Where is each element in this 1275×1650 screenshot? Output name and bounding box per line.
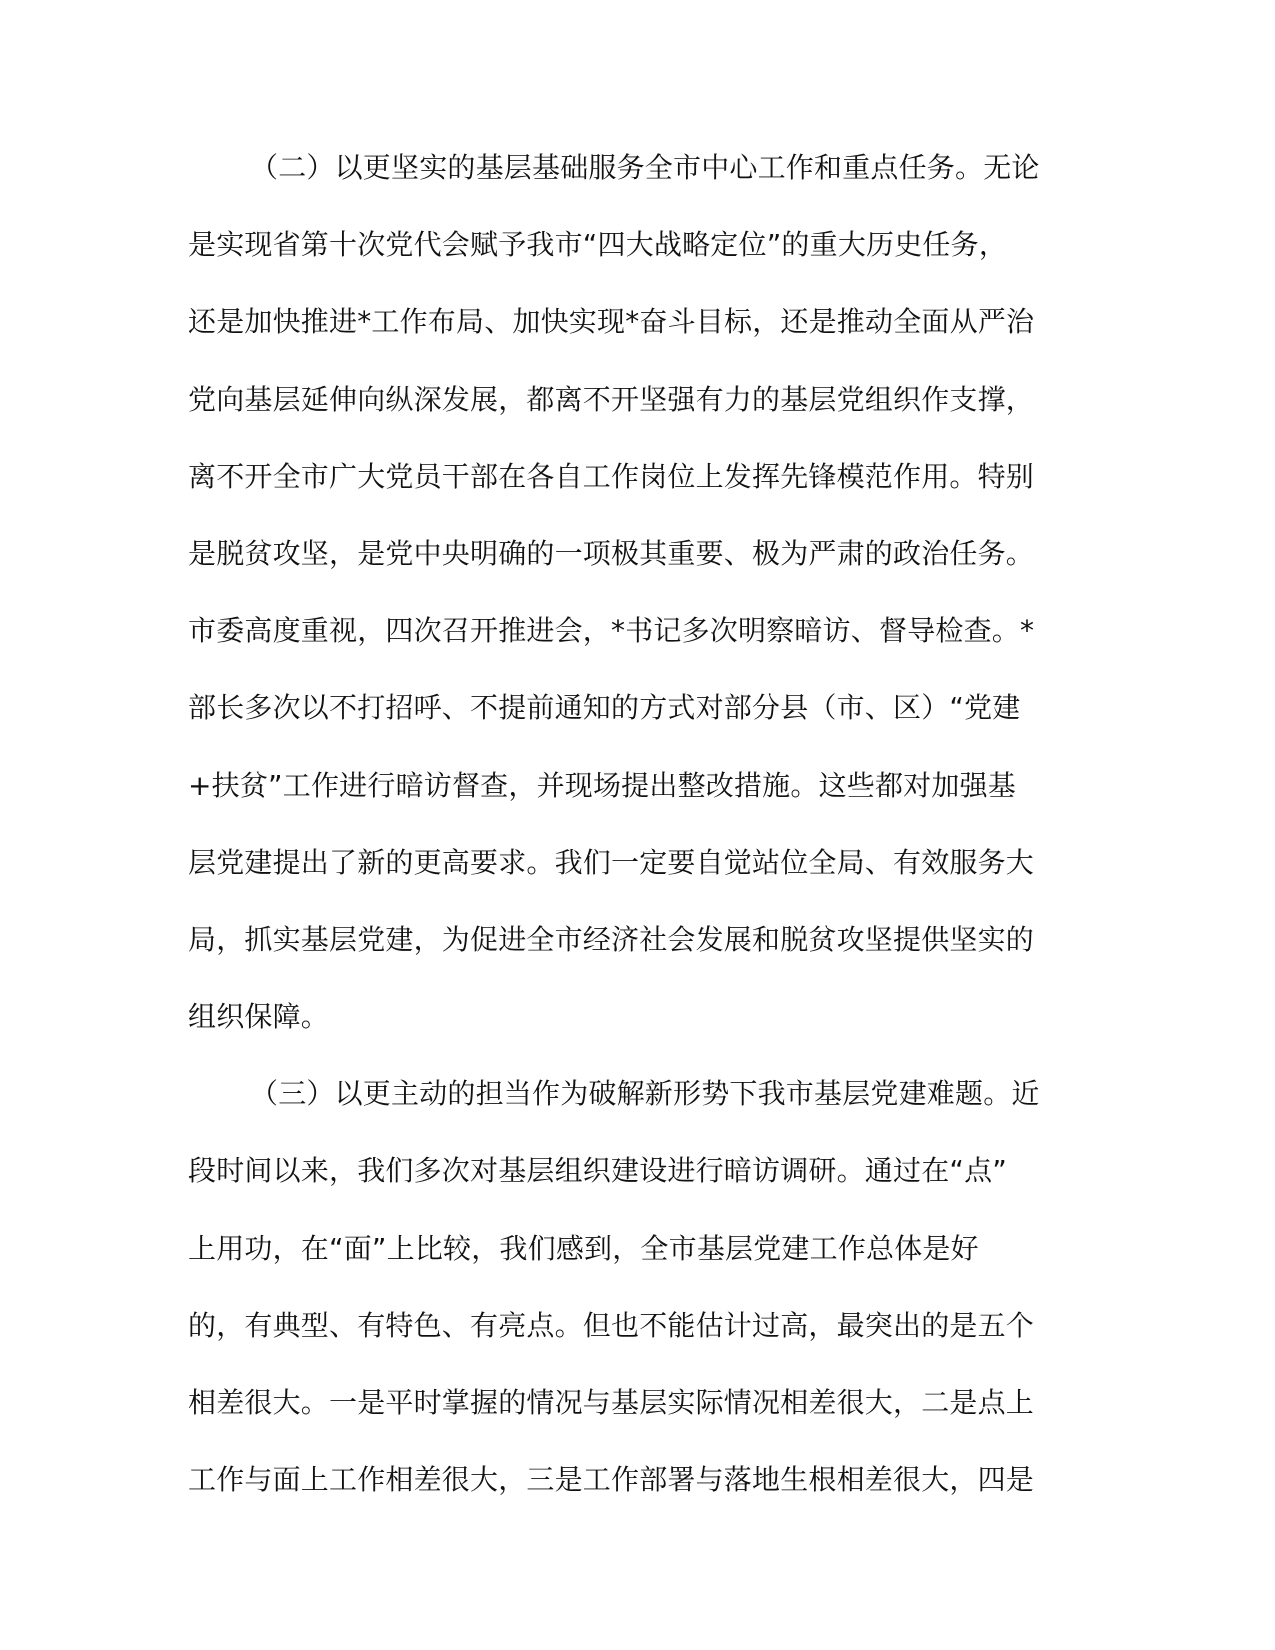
document-body [188, 137, 1068, 1526]
paragraph-3-line-3: 上用功，在“面”上比较，我们感到，全市基层党建工作总体是好 [188, 1231, 979, 1265]
paragraph-3-line-2: 段时间以来，我们多次对基层组织建设进行暗访调研。通过在“点” [188, 1154, 1008, 1188]
paragraph-2-line-9: +扶贫”工作进行暗访督查，并现场提出整改措施。这些都对加强基 [188, 768, 1016, 802]
paragraph-2-line-5: 离不开全市广大党员干部在各自工作岗位上发挥先锋模范作用。特别 [188, 459, 1035, 493]
paragraph-3-line-4: 的，有典型、有特色、有亮点。但也不能估计过高，最突出的是五个 [188, 1308, 1035, 1342]
paragraph-2-line-7: 市委高度重视，四次召开推进会，*书记多次明察暗访、督导检查。* [188, 614, 1035, 648]
paragraph-2-line-2: 是实现省第十次党代会赋予我市“四大战略定位”的重大历史任务， [188, 228, 1008, 262]
paragraph-2-line-12: 组织保障。 [188, 1000, 330, 1034]
paragraph-2-line-11: 局，抓实基层党建，为促进全市经济社会发展和脱贫攻坚提供坚实的 [188, 922, 1035, 956]
paragraph-2-line-10: 层党建提出了新的更高要求。我们一定要自觉站位全局、有效服务大 [188, 845, 1035, 879]
paragraph-2-line-3: 还是加快推进*工作布局、加快实现*奋斗目标，还是推动全面从严治 [188, 305, 1035, 339]
paragraph-2-line-4: 党向基层延伸向纵深发展，都离不开坚强有力的基层党组织作支撑， [188, 382, 1035, 416]
paragraph-2-line-6: 是脱贫攻坚，是党中央明确的一项极其重要、极为严肃的政治任务。 [188, 536, 1035, 570]
paragraph-3-line-6: 工作与面上工作相差很大，三是工作部署与落地生根相差很大，四是 [188, 1463, 1035, 1497]
paragraph-3-line-1: （三）以更主动的担当作为破解新形势下我市基层党建难题。近 [250, 1077, 1040, 1111]
paragraph-3-line-5: 相差很大。一是平时掌握的情况与基层实际情况相差很大，二是点上 [188, 1386, 1035, 1419]
paragraph-2-line-8: 部长多次以不打招呼、不提前通知的方式对部分县（市、区）“党建 [188, 691, 1021, 725]
paragraph-2-line-1: （二）以更坚实的基层基础服务全市中心工作和重点任务。无论 [250, 151, 1040, 184]
